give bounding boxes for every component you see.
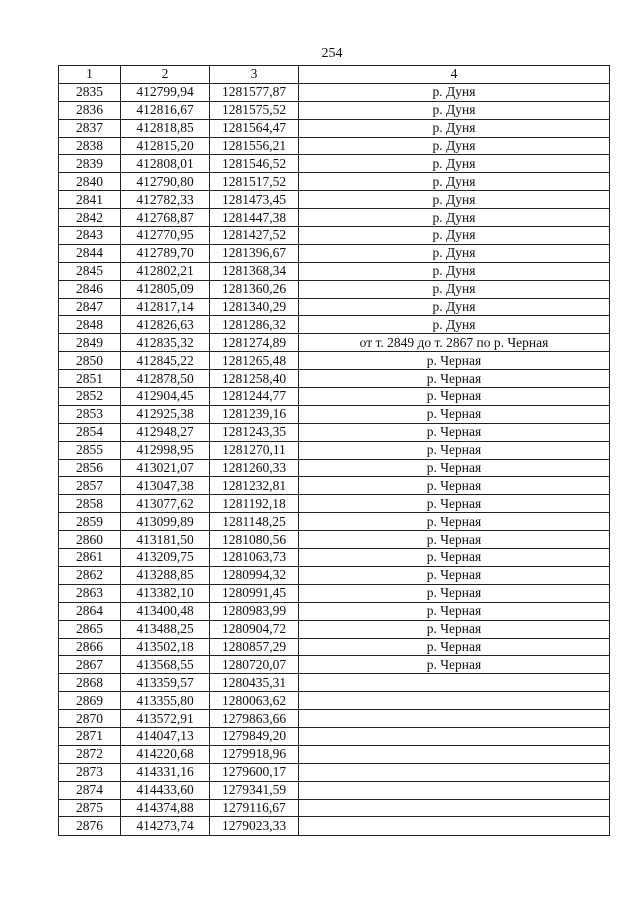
x-coordinate-cell: 413355,80 bbox=[121, 692, 210, 710]
x-coordinate-cell: 412817,14 bbox=[121, 298, 210, 316]
table-row bbox=[59, 155, 610, 173]
y-coordinate-cell: 1281260,33 bbox=[210, 459, 299, 477]
description-cell: р. Дуня bbox=[299, 137, 610, 155]
table-row bbox=[59, 388, 610, 406]
table-header-row bbox=[59, 66, 610, 84]
y-coordinate-cell: 1281148,25 bbox=[210, 513, 299, 531]
column-header-2: 2 bbox=[121, 66, 210, 84]
description-cell: р. Черная bbox=[299, 405, 610, 423]
table-row bbox=[59, 477, 610, 495]
x-coordinate-cell: 412826,63 bbox=[121, 316, 210, 334]
y-coordinate-cell: 1281239,16 bbox=[210, 405, 299, 423]
x-coordinate-cell: 413099,89 bbox=[121, 513, 210, 531]
x-coordinate-cell: 412878,50 bbox=[121, 370, 210, 388]
point-number-cell: 2849 bbox=[59, 334, 121, 352]
y-coordinate-cell: 1280857,29 bbox=[210, 638, 299, 656]
x-coordinate-cell: 414374,88 bbox=[121, 799, 210, 817]
point-number-cell: 2864 bbox=[59, 602, 121, 620]
y-coordinate-cell: 1281360,26 bbox=[210, 280, 299, 298]
table-row bbox=[59, 781, 610, 799]
y-coordinate-cell: 1281244,77 bbox=[210, 388, 299, 406]
point-number-cell: 2872 bbox=[59, 745, 121, 763]
x-coordinate-cell: 412815,20 bbox=[121, 137, 210, 155]
point-number-cell: 2862 bbox=[59, 566, 121, 584]
description-cell: р. Дуня bbox=[299, 227, 610, 245]
description-cell: от т. 2849 до т. 2867 по р. Черная bbox=[299, 334, 610, 352]
description-cell: р. Черная bbox=[299, 459, 610, 477]
table-row bbox=[59, 531, 610, 549]
y-coordinate-cell: 1281577,87 bbox=[210, 83, 299, 101]
x-coordinate-cell: 412770,95 bbox=[121, 227, 210, 245]
point-number-cell: 2841 bbox=[59, 191, 121, 209]
x-coordinate-cell: 412802,21 bbox=[121, 262, 210, 280]
point-number-cell: 2854 bbox=[59, 423, 121, 441]
description-cell: р. Черная bbox=[299, 584, 610, 602]
table-row bbox=[59, 495, 610, 513]
point-number-cell: 2870 bbox=[59, 710, 121, 728]
table-row bbox=[59, 602, 610, 620]
x-coordinate-cell: 412805,09 bbox=[121, 280, 210, 298]
x-coordinate-cell: 412925,38 bbox=[121, 405, 210, 423]
table-row bbox=[59, 405, 610, 423]
description-cell bbox=[299, 781, 610, 799]
y-coordinate-cell: 1281265,48 bbox=[210, 352, 299, 370]
table-row bbox=[59, 549, 610, 567]
description-cell: р. Черная bbox=[299, 477, 610, 495]
description-cell: р. Черная bbox=[299, 423, 610, 441]
point-number-cell: 2853 bbox=[59, 405, 121, 423]
table-row bbox=[59, 745, 610, 763]
description-cell: р. Черная bbox=[299, 549, 610, 567]
description-cell bbox=[299, 817, 610, 836]
table-row bbox=[59, 227, 610, 245]
x-coordinate-cell: 412845,22 bbox=[121, 352, 210, 370]
description-cell: р. Дуня bbox=[299, 191, 610, 209]
table-row bbox=[59, 334, 610, 352]
point-number-cell: 2844 bbox=[59, 244, 121, 262]
table-row bbox=[59, 638, 610, 656]
description-cell: р. Черная bbox=[299, 566, 610, 584]
point-number-cell: 2847 bbox=[59, 298, 121, 316]
point-number-cell: 2865 bbox=[59, 620, 121, 638]
y-coordinate-cell: 1280720,07 bbox=[210, 656, 299, 674]
x-coordinate-cell: 412808,01 bbox=[121, 155, 210, 173]
table-row bbox=[59, 441, 610, 459]
x-coordinate-cell: 413021,07 bbox=[121, 459, 210, 477]
y-coordinate-cell: 1281258,40 bbox=[210, 370, 299, 388]
y-coordinate-cell: 1281232,81 bbox=[210, 477, 299, 495]
point-number-cell: 2856 bbox=[59, 459, 121, 477]
description-cell: р. Дуня bbox=[299, 298, 610, 316]
table-row bbox=[59, 298, 610, 316]
column-header-3: 3 bbox=[210, 66, 299, 84]
x-coordinate-cell: 414047,13 bbox=[121, 727, 210, 745]
description-cell: р. Черная bbox=[299, 370, 610, 388]
point-number-cell: 2874 bbox=[59, 781, 121, 799]
y-coordinate-cell: 1281274,89 bbox=[210, 334, 299, 352]
x-coordinate-cell: 413047,38 bbox=[121, 477, 210, 495]
point-number-cell: 2875 bbox=[59, 799, 121, 817]
y-coordinate-cell: 1279863,66 bbox=[210, 710, 299, 728]
x-coordinate-cell: 414273,74 bbox=[121, 817, 210, 836]
table-row bbox=[59, 799, 610, 817]
table-row bbox=[59, 459, 610, 477]
point-number-cell: 2860 bbox=[59, 531, 121, 549]
x-coordinate-cell: 412998,95 bbox=[121, 441, 210, 459]
table-row bbox=[59, 566, 610, 584]
description-cell bbox=[299, 763, 610, 781]
point-number-cell: 2850 bbox=[59, 352, 121, 370]
x-coordinate-cell: 413209,75 bbox=[121, 549, 210, 567]
y-coordinate-cell: 1281340,29 bbox=[210, 298, 299, 316]
x-coordinate-cell: 414433,60 bbox=[121, 781, 210, 799]
page-number: 254 bbox=[321, 46, 343, 61]
description-cell: р. Дуня bbox=[299, 244, 610, 262]
x-coordinate-cell: 412816,67 bbox=[121, 101, 210, 119]
description-cell: р. Черная bbox=[299, 531, 610, 549]
point-number-cell: 2845 bbox=[59, 262, 121, 280]
description-cell: р. Дуня bbox=[299, 119, 610, 137]
table-row bbox=[59, 817, 610, 836]
description-cell: р. Черная bbox=[299, 602, 610, 620]
point-number-cell: 2859 bbox=[59, 513, 121, 531]
description-cell: р. Черная bbox=[299, 352, 610, 370]
y-coordinate-cell: 1281575,52 bbox=[210, 101, 299, 119]
description-cell: р. Дуня bbox=[299, 155, 610, 173]
point-number-cell: 2842 bbox=[59, 209, 121, 227]
table-row bbox=[59, 191, 610, 209]
x-coordinate-cell: 413359,57 bbox=[121, 674, 210, 692]
description-cell: р. Дуня bbox=[299, 262, 610, 280]
table-row bbox=[59, 352, 610, 370]
point-number-cell: 2840 bbox=[59, 173, 121, 191]
description-cell: р. Дуня bbox=[299, 209, 610, 227]
point-number-cell: 2866 bbox=[59, 638, 121, 656]
point-number-cell: 2835 bbox=[59, 83, 121, 101]
y-coordinate-cell: 1280991,45 bbox=[210, 584, 299, 602]
table-body bbox=[59, 83, 610, 836]
x-coordinate-cell: 412790,80 bbox=[121, 173, 210, 191]
description-cell bbox=[299, 692, 610, 710]
description-cell: р. Черная bbox=[299, 513, 610, 531]
x-coordinate-cell: 413568,55 bbox=[121, 656, 210, 674]
description-cell bbox=[299, 710, 610, 728]
y-coordinate-cell: 1281368,34 bbox=[210, 262, 299, 280]
description-cell: р. Черная bbox=[299, 620, 610, 638]
x-coordinate-cell: 413288,85 bbox=[121, 566, 210, 584]
point-number-cell: 2837 bbox=[59, 119, 121, 137]
x-coordinate-cell: 412948,27 bbox=[121, 423, 210, 441]
description-cell: р. Дуня bbox=[299, 83, 610, 101]
table-row bbox=[59, 727, 610, 745]
table-row bbox=[59, 83, 610, 101]
description-cell bbox=[299, 727, 610, 745]
table-row bbox=[59, 137, 610, 155]
y-coordinate-cell: 1280063,62 bbox=[210, 692, 299, 710]
description-cell: р. Черная bbox=[299, 638, 610, 656]
point-number-cell: 2838 bbox=[59, 137, 121, 155]
x-coordinate-cell: 413488,25 bbox=[121, 620, 210, 638]
table-row bbox=[59, 656, 610, 674]
table-row bbox=[59, 280, 610, 298]
table-row bbox=[59, 692, 610, 710]
table-row bbox=[59, 262, 610, 280]
x-coordinate-cell: 412768,87 bbox=[121, 209, 210, 227]
y-coordinate-cell: 1281427,52 bbox=[210, 227, 299, 245]
table-row bbox=[59, 423, 610, 441]
y-coordinate-cell: 1281546,52 bbox=[210, 155, 299, 173]
x-coordinate-cell: 414331,16 bbox=[121, 763, 210, 781]
point-number-cell: 2867 bbox=[59, 656, 121, 674]
point-number-cell: 2836 bbox=[59, 101, 121, 119]
x-coordinate-cell: 413400,48 bbox=[121, 602, 210, 620]
x-coordinate-cell: 413382,10 bbox=[121, 584, 210, 602]
point-number-cell: 2861 bbox=[59, 549, 121, 567]
y-coordinate-cell: 1280983,99 bbox=[210, 602, 299, 620]
table-row bbox=[59, 763, 610, 781]
y-coordinate-cell: 1280435,31 bbox=[210, 674, 299, 692]
coordinates-table bbox=[58, 65, 610, 836]
x-coordinate-cell: 414220,68 bbox=[121, 745, 210, 763]
description-cell: р. Дуня bbox=[299, 316, 610, 334]
column-header-4: 4 bbox=[299, 66, 610, 84]
description-cell: р. Черная bbox=[299, 441, 610, 459]
table-row bbox=[59, 710, 610, 728]
table-row bbox=[59, 674, 610, 692]
y-coordinate-cell: 1281564,47 bbox=[210, 119, 299, 137]
table-row bbox=[59, 620, 610, 638]
description-cell: р. Дуня bbox=[299, 173, 610, 191]
description-cell: р. Дуня bbox=[299, 280, 610, 298]
description-cell: р. Дуня bbox=[299, 101, 610, 119]
point-number-cell: 2851 bbox=[59, 370, 121, 388]
point-number-cell: 2868 bbox=[59, 674, 121, 692]
description-cell bbox=[299, 799, 610, 817]
point-number-cell: 2843 bbox=[59, 227, 121, 245]
point-number-cell: 2876 bbox=[59, 817, 121, 836]
y-coordinate-cell: 1281517,52 bbox=[210, 173, 299, 191]
y-coordinate-cell: 1281447,38 bbox=[210, 209, 299, 227]
x-coordinate-cell: 412789,70 bbox=[121, 244, 210, 262]
table-row bbox=[59, 119, 610, 137]
x-coordinate-cell: 412818,85 bbox=[121, 119, 210, 137]
point-number-cell: 2858 bbox=[59, 495, 121, 513]
y-coordinate-cell: 1281063,73 bbox=[210, 549, 299, 567]
x-coordinate-cell: 412799,94 bbox=[121, 83, 210, 101]
description-cell: р. Черная bbox=[299, 388, 610, 406]
description-cell bbox=[299, 674, 610, 692]
y-coordinate-cell: 1280904,72 bbox=[210, 620, 299, 638]
point-number-cell: 2848 bbox=[59, 316, 121, 334]
x-coordinate-cell: 413502,18 bbox=[121, 638, 210, 656]
table-row bbox=[59, 584, 610, 602]
table-row bbox=[59, 209, 610, 227]
y-coordinate-cell: 1281473,45 bbox=[210, 191, 299, 209]
table-row bbox=[59, 244, 610, 262]
table-row bbox=[59, 101, 610, 119]
y-coordinate-cell: 1281080,56 bbox=[210, 531, 299, 549]
point-number-cell: 2863 bbox=[59, 584, 121, 602]
point-number-cell: 2857 bbox=[59, 477, 121, 495]
y-coordinate-cell: 1281286,32 bbox=[210, 316, 299, 334]
y-coordinate-cell: 1279341,59 bbox=[210, 781, 299, 799]
y-coordinate-cell: 1279023,33 bbox=[210, 817, 299, 836]
y-coordinate-cell: 1281192,18 bbox=[210, 495, 299, 513]
point-number-cell: 2855 bbox=[59, 441, 121, 459]
x-coordinate-cell: 412782,33 bbox=[121, 191, 210, 209]
description-cell: р. Черная bbox=[299, 495, 610, 513]
y-coordinate-cell: 1279849,20 bbox=[210, 727, 299, 745]
table-row bbox=[59, 173, 610, 191]
table-row bbox=[59, 316, 610, 334]
y-coordinate-cell: 1279600,17 bbox=[210, 763, 299, 781]
description-cell: р. Черная bbox=[299, 656, 610, 674]
y-coordinate-cell: 1279116,67 bbox=[210, 799, 299, 817]
y-coordinate-cell: 1279918,96 bbox=[210, 745, 299, 763]
column-header-1: 1 bbox=[59, 66, 121, 84]
table-row bbox=[59, 370, 610, 388]
y-coordinate-cell: 1281556,21 bbox=[210, 137, 299, 155]
point-number-cell: 2869 bbox=[59, 692, 121, 710]
x-coordinate-cell: 412835,32 bbox=[121, 334, 210, 352]
point-number-cell: 2873 bbox=[59, 763, 121, 781]
x-coordinate-cell: 413572,91 bbox=[121, 710, 210, 728]
y-coordinate-cell: 1281243,35 bbox=[210, 423, 299, 441]
table-row bbox=[59, 513, 610, 531]
point-number-cell: 2839 bbox=[59, 155, 121, 173]
x-coordinate-cell: 412904,45 bbox=[121, 388, 210, 406]
y-coordinate-cell: 1280994,32 bbox=[210, 566, 299, 584]
x-coordinate-cell: 413077,62 bbox=[121, 495, 210, 513]
point-number-cell: 2871 bbox=[59, 727, 121, 745]
point-number-cell: 2846 bbox=[59, 280, 121, 298]
x-coordinate-cell: 413181,50 bbox=[121, 531, 210, 549]
y-coordinate-cell: 1281270,11 bbox=[210, 441, 299, 459]
point-number-cell: 2852 bbox=[59, 388, 121, 406]
y-coordinate-cell: 1281396,67 bbox=[210, 244, 299, 262]
description-cell bbox=[299, 745, 610, 763]
